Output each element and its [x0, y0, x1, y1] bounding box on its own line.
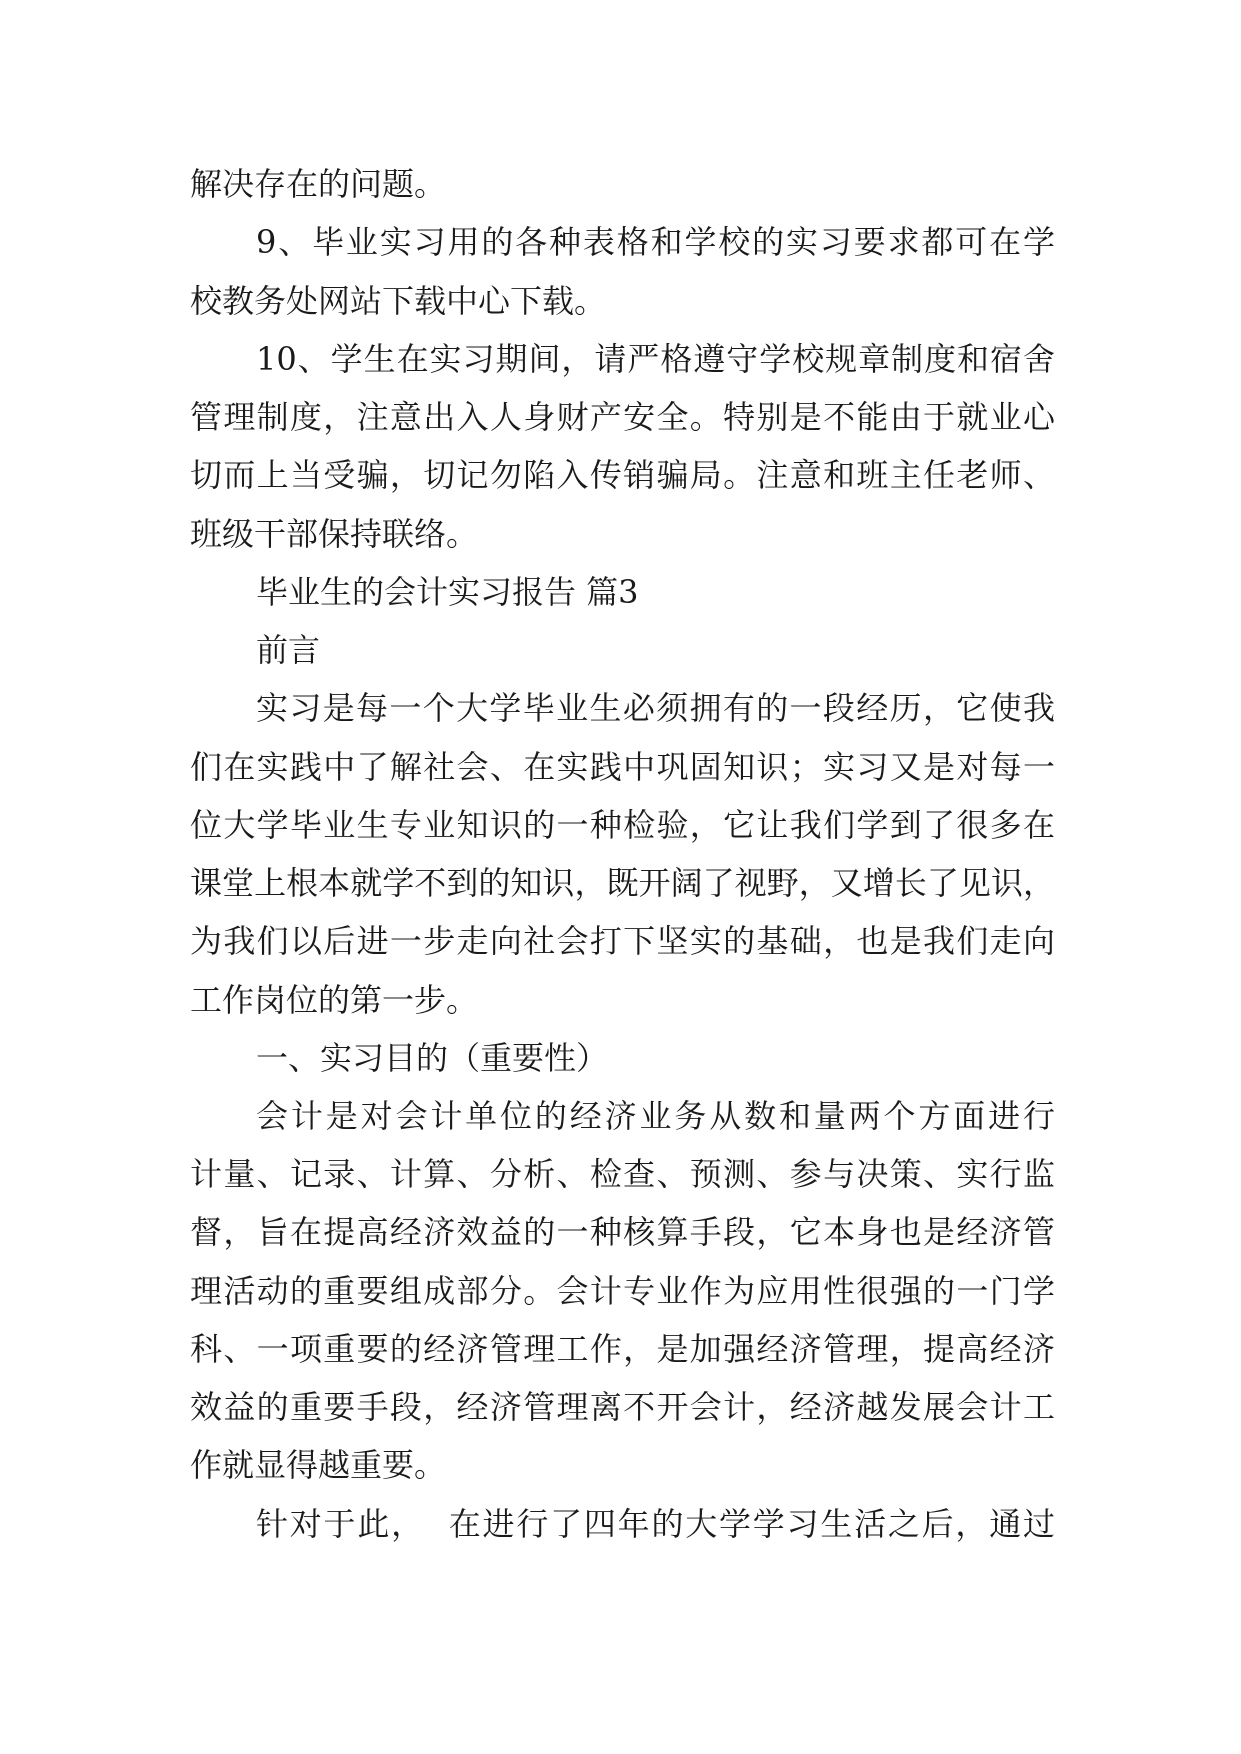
text-line: 校教务处网站下载中心下载。: [190, 282, 607, 320]
section-heading: 前言: [256, 631, 321, 669]
text-line: 工作岗位的第一步。: [190, 981, 479, 1019]
text-line: 针对于此， 在进行了四年的大学学习生活之后，通过: [256, 1505, 1055, 1543]
section-heading: 毕业生的会计实习报告 篇3: [256, 573, 639, 611]
text-line: 效益的重要手段，经济管理离不开会计，经济越发展会计工: [190, 1388, 1055, 1426]
text-line: 切而上当受骗，切记勿陷入传销骗局。注意和班主任老师、: [190, 456, 1055, 494]
text-line: 解决存在的问题。: [190, 165, 447, 203]
section-heading: 一、实习目的（重要性）: [256, 1039, 609, 1077]
text-line: 作就显得越重要。: [190, 1446, 447, 1484]
text-line: 为我们以后进一步走向社会打下坚实的基础，也是我们走向: [190, 922, 1055, 960]
text-line: 科、一项重要的经济管理工作，是加强经济管理，提高经济: [190, 1330, 1055, 1368]
text-line: 管理制度，注意出入人身财产安全。特别是不能由于就业心: [190, 398, 1055, 436]
text-line: 督，旨在提高经济效益的一种核算手段，它本身也是经济管: [190, 1213, 1055, 1251]
text-line: 9、毕业实习用的各种表格和学校的实习要求都可在学: [256, 223, 1055, 261]
text-line: 计量、记录、计算、分析、检查、预测、参与决策、实行监: [190, 1155, 1055, 1193]
text-line: 会计是对会计单位的经济业务从数和量两个方面进行: [256, 1097, 1055, 1135]
text-line: 实习是每一个大学毕业生必须拥有的一段经历，它使我: [256, 689, 1055, 727]
text-line: 10、学生在实习期间，请严格遵守学校规章制度和宿舍: [256, 340, 1055, 378]
text-line: 们在实践中了解社会、在实践中巩固知识；实习又是对每一: [190, 748, 1055, 786]
text-line: 理活动的重要组成部分。会计专业作为应用性很强的一门学: [190, 1272, 1055, 1310]
text-line: 班级干部保持联络。: [190, 515, 479, 553]
text-line: 课堂上根本就学不到的知识，既开阔了视野，又增长了见识，: [190, 864, 1055, 902]
text-line: 位大学毕业生专业知识的一种检验，它让我们学到了很多在: [190, 806, 1055, 844]
